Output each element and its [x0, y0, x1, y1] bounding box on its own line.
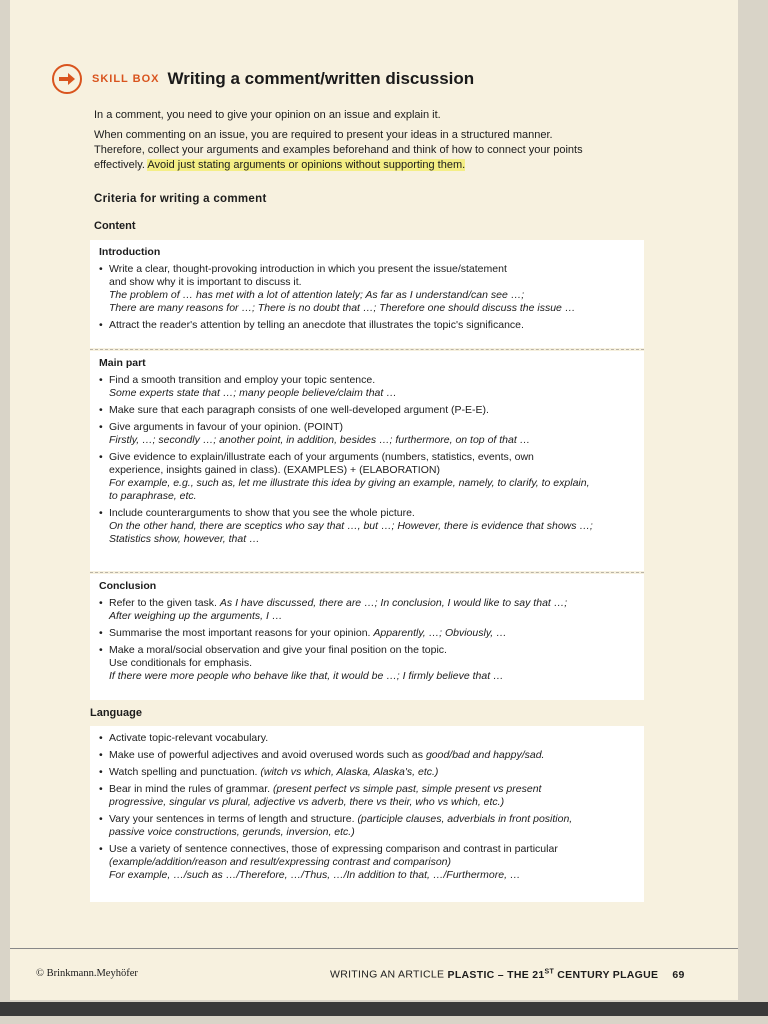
example-phrases: Firstly, …; secondly …; another point, in addition, besides …; furthermore, on top of that …	[109, 434, 531, 446]
arrow-right-icon	[52, 64, 82, 94]
highlighted-text: Avoid just stating arguments or opinions without supporting them.	[147, 159, 466, 171]
example-phrases: (present perfect vs simple past, simple present vs present	[273, 783, 542, 795]
bullet-text: • Give evidence to explain/illustrate each of your arguments (numbers, statistics, events, own	[109, 451, 534, 463]
example-phrases: passive voice constructions, gerunds, inversion, etc.)	[109, 826, 355, 838]
language-box	[90, 726, 644, 902]
bullet-text: Vary your sentences in terms of length and structure.	[109, 813, 358, 825]
bullet-text: Use conditionals for emphasis.	[109, 657, 252, 669]
list-item	[99, 843, 636, 882]
bullet-text: • Make a moral/social observation and give your final position on the topic.	[109, 644, 447, 656]
conclusion-box	[90, 574, 644, 700]
introduction-box	[90, 240, 644, 348]
example-phrases: to paraphrase, etc.	[109, 490, 197, 502]
bullet-text: Bear in mind the rules of grammar.	[109, 783, 273, 795]
list-item	[99, 374, 636, 400]
language-heading: Language	[90, 707, 142, 719]
intro-text	[94, 108, 594, 178]
topic-title: PLASTIC – THE 21	[447, 968, 545, 981]
bullet-text: Refer to the given task.	[109, 597, 220, 609]
example-phrases: (witch vs which, Alaska, Alaska's, etc.)	[260, 766, 439, 778]
topic-superscript: ST	[544, 968, 555, 975]
example-phrases: As I have discussed, there are …; In conclusion, I would like to say that …;	[219, 597, 568, 609]
example-phrases: For example, e.g., such as, let me illustrate this idea by giving an example, namely, to clarify, to explain,	[109, 477, 590, 489]
bullet-text: Watch spelling and punctuation.	[109, 766, 261, 778]
bullet-text: and show why it is important to discuss it.	[109, 276, 302, 288]
example-phrases: Apparently, …; Obviously, …	[373, 627, 507, 639]
list-item	[99, 644, 636, 683]
bullet-text: • Find a smooth transition and employ your topic sentence.	[109, 374, 376, 386]
main-part-box	[90, 351, 644, 571]
divider	[90, 572, 644, 573]
example-phrases: progressive, singular vs plural, adjective vs adverb, there vs their, who vs which, etc.)	[109, 796, 505, 808]
skill-box-label: SKILL BOX	[92, 73, 160, 85]
intro-line: When commenting on an issue, you are required to present your ideas in a structured manner.	[94, 129, 553, 141]
skill-box-header	[52, 64, 474, 94]
list-item	[99, 813, 636, 839]
list-item	[99, 421, 636, 447]
running-footer	[330, 968, 685, 981]
list-item	[99, 451, 636, 503]
page-number: 69	[672, 968, 685, 981]
publisher-credit: © Brinkmann.Meyhöfer	[36, 968, 138, 979]
example-phrases: After weighing up the arguments, I …	[109, 610, 283, 622]
example-phrases: Statistics show, however, that …	[109, 533, 260, 545]
list-item	[99, 404, 636, 417]
bullet-text: • Give arguments in favour of your opinion. (POINT)	[109, 421, 344, 433]
section-name: WRITING AN ARTICLE	[330, 968, 448, 981]
example-phrases: For example, …/such as …/Therefore, …/Thus, …/In addition to that, …/Furthermore, …	[109, 869, 521, 881]
example-phrases: Some experts state that …; many people believe/claim that …	[109, 387, 397, 399]
footer-divider	[10, 948, 738, 949]
criteria-heading: Criteria for writing a comment	[94, 193, 267, 205]
list-item	[99, 319, 636, 332]
example-phrases: There are many reasons for …; There is no doubt that …; Therefore one should discuss the issue …	[109, 302, 576, 314]
bullet-text: Summarise the most important reasons for your opinion.	[109, 627, 374, 639]
main-part-title: Main part	[99, 357, 146, 369]
bullet-text: • Attract the reader's attention by telling an anecdote that illustrates the topic's significance.	[109, 319, 524, 331]
list-item	[99, 627, 636, 640]
list-item	[99, 597, 636, 623]
divider	[90, 349, 644, 350]
bullet-text: experience, insights gained in class). (EXAMPLES) + (ELABORATION)	[109, 464, 440, 476]
example-phrases: If there were more people who behave like that, it would be …; I firmly believe that …	[109, 670, 504, 682]
bullet-text: • Use a variety of sentence connectives, those of expressing comparison and contrast in particular	[109, 843, 558, 855]
example-phrases: The problem of … has met with a lot of attention lately; As far as I understand/can see …;	[109, 289, 525, 301]
example-phrases: On the other hand, there are sceptics who say that …, but …; However, there is evidence that shows …;	[109, 520, 593, 532]
list-item	[99, 732, 636, 745]
bullet-text: • Activate topic-relevant vocabulary.	[109, 732, 269, 744]
bullet-text: • Include counterarguments to show that you see the whole picture.	[109, 507, 415, 519]
topic-title-end: CENTURY PLAGUE	[554, 968, 659, 981]
content-heading: Content	[94, 220, 136, 232]
example-phrases: (participle clauses, adverbials in front position,	[357, 813, 573, 825]
bullet-text: Make use of powerful adjectives and avoid overused words such as	[109, 749, 426, 761]
intro-paragraph-2	[94, 128, 594, 173]
list-item	[99, 507, 636, 546]
list-item	[99, 766, 636, 779]
bullet-text: • Make sure that each paragraph consists of one well-developed argument (P-E-E).	[109, 404, 489, 416]
example-phrases: (example/addition/reason and result/expressing contrast and comparison)	[109, 856, 452, 868]
page-title: Writing a comment/written discussion	[167, 69, 475, 88]
list-item	[99, 749, 636, 762]
page-edge	[0, 1002, 768, 1016]
example-phrases: good/bad and happy/sad.	[425, 749, 545, 761]
introduction-title: Introduction	[99, 246, 161, 258]
intro-line: points effectively.	[94, 144, 583, 171]
list-item	[99, 783, 636, 809]
bullet-text: • Write a clear, thought-provoking introduction in which you present the issue/statement	[109, 263, 507, 275]
intro-line: Therefore, collect your arguments and examples beforehand and think of how to connect your	[94, 144, 551, 156]
intro-paragraph-1: In a comment, you need to give your opinion on an issue and explain it.	[94, 109, 441, 121]
list-item	[99, 263, 636, 315]
conclusion-title: Conclusion	[99, 580, 157, 592]
